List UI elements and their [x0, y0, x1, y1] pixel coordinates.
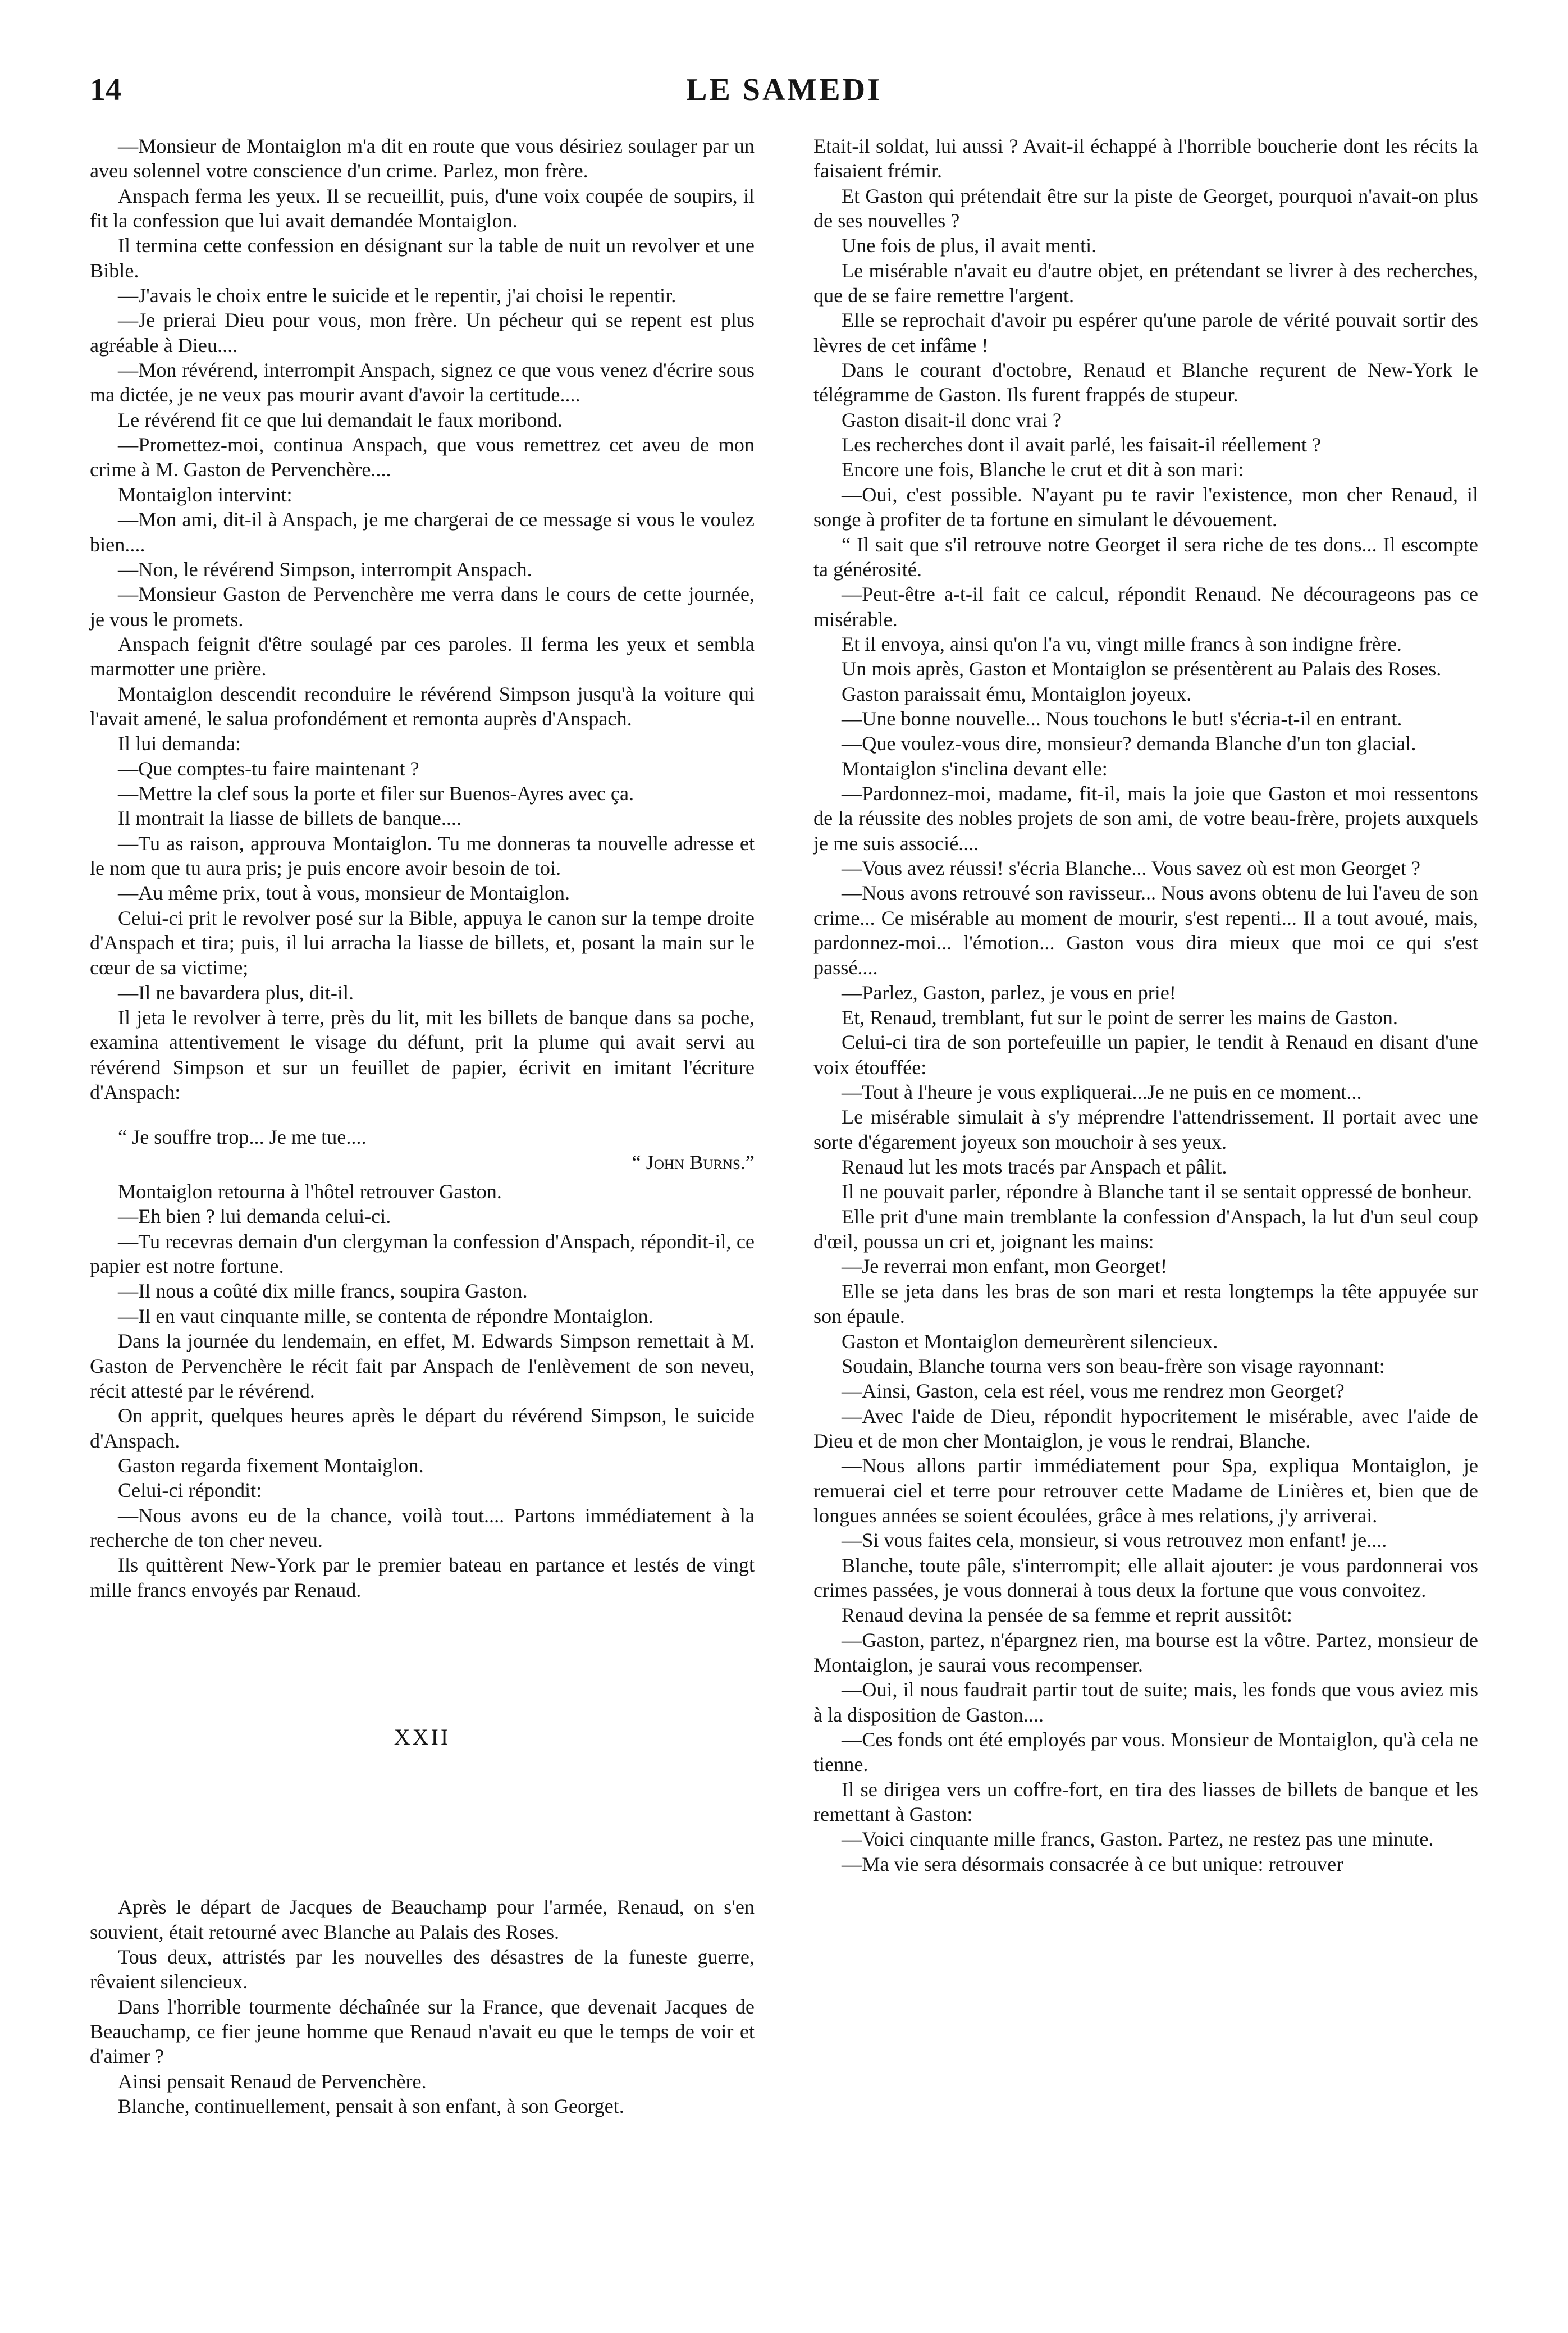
- paragraph: Ainsi pensait Renaud de Pervenchère.: [118, 2070, 427, 2093]
- paragraph: —Promettez-moi, continua Anspach, que vous remettrez cet aveu de mon crime à M. Gaston de Pervenchère....: [90, 433, 755, 481]
- paragraph: Il ne pouvait parler, répondre à Blanche tant il se sentait oppressé de bonheur.: [842, 1180, 1472, 1203]
- paragraph: —J'avais le choix entre le suicide et le repentir, j'ai choisi le repentir.: [118, 284, 676, 307]
- forged-letter-signature: “ John Burns.”: [632, 1150, 755, 1174]
- paragraph: —Ces fonds ont été employés par vous. Monsieur de Montaiglon, qu'à cela ne tienne.: [813, 1728, 1478, 1776]
- paragraph: Montaiglon s'inclina devant elle:: [842, 757, 1108, 780]
- paragraph: —Je reverrai mon enfant, mon Georget!: [842, 1255, 1168, 1278]
- paragraph: —Ma vie sera désormais consacrée à ce but unique: retrouver: [842, 1852, 1343, 1875]
- paragraph: Montaiglon descendit reconduire le révérend Simpson jusqu'à la voiture qui l'avait amené, le salua profondément et remonta auprès d'Anspach.: [90, 682, 755, 730]
- forged-letter: [90, 1125, 755, 1175]
- paragraph: —Eh bien ? lui demanda celui-ci.: [118, 1205, 391, 1228]
- paragraph: —Nous avons eu de la chance, voilà tout.... Partons immédiatement à la recherche de ton cher neveu.: [90, 1504, 755, 1551]
- paragraph: —Oui, c'est possible. N'ayant pu te ravir l'existence, mon cher Renaud, il songe à profiter de ta fortune en simulant le dévouement.: [813, 483, 1478, 531]
- paragraph: Blanche, continuellement, pensait à son enfant, à son Georget.: [118, 2095, 624, 2118]
- paragraph: —Mettre la clef sous la porte et filer sur Buenos-Ayres avec ça.: [118, 782, 634, 805]
- paragraph: Gaston disait-il donc vrai ?: [842, 408, 1062, 431]
- paragraph: Dans la journée du lendemain, en effet, M. Edwards Simpson remettait à M. Gaston de Pervenchère le récit fait par Anspach de l'enlèvement de son neveu, récit attesté par le révérend.: [90, 1330, 755, 1402]
- paragraph: Renaud lut les mots tracés par Anspach et pâlit.: [842, 1156, 1227, 1179]
- paragraph: Renaud devina la pensée de sa femme et reprit aussitôt:: [842, 1604, 1292, 1627]
- paragraph: Le misérable n'avait eu d'autre objet, en prétendant se livrer à des recherches, que de se faire remettre l'argent.: [813, 259, 1478, 307]
- paragraph: Etait-il soldat, lui aussi ? Avait-il échappé à l'horrible boucherie dont les récits la faisaient frémir.: [813, 135, 1478, 182]
- paragraph: —Vous avez réussi! s'écria Blanche... Vous savez où est mon Georget ?: [842, 856, 1420, 879]
- paragraph: “ Il sait que s'il retrouve notre Georget il sera riche de tes dons... Il escompte ta générosité.: [813, 533, 1478, 581]
- paragraph: Celui-ci répondit:: [118, 1479, 262, 1502]
- paragraph: —Gaston, partez, n'épargnez rien, ma bourse est la vôtre. Partez, monsieur de Montaiglon, je saurai vous recompenser.: [813, 1628, 1478, 1676]
- paragraph: —Il en vaut cinquante mille, se contenta de répondre Montaiglon.: [118, 1304, 653, 1327]
- paragraph: Et Gaston qui prétendait être sur la piste de Georget, pourquoi n'avait-on plus de ses nouvelles ?: [813, 184, 1478, 232]
- paragraph: —Si vous faites cela, monsieur, si vous retrouvez mon enfant! je....: [842, 1529, 1387, 1552]
- paragraph: Il jeta le revolver à terre, près du lit, mit les billets de banque dans sa poche, examina attentivement le visage du défunt, prit la plume qui avait servi au révérend Simpson et sur un feuillet de papier, écrivit en imitant l'écriture d'Anspach:: [90, 1006, 755, 1104]
- paragraph: —Parlez, Gaston, parlez, je vous en prie!: [842, 981, 1176, 1004]
- page-header: [90, 72, 1478, 117]
- paragraph: —Voici cinquante mille francs, Gaston. Partez, ne restez pas une minute.: [842, 1828, 1434, 1851]
- paragraph: —Ainsi, Gaston, cela est réel, vous me rendrez mon Georget?: [842, 1380, 1345, 1403]
- paragraph: Gaston regarda fixement Montaiglon.: [118, 1454, 424, 1477]
- left-paragraphs-before-letter: [90, 134, 755, 1104]
- paragraph: Il montrait la liasse de billets de banque....: [118, 807, 462, 830]
- paragraph: Un mois après, Gaston et Montaiglon se présentèrent au Palais des Roses.: [842, 658, 1442, 681]
- paragraph: Dans l'horrible tourmente déchaînée sur la France, que devenait Jacques de Beauchamp, ce fier jeune homme que Renaud n'avait eu que le temps de voir et d'aimer ?: [90, 1995, 755, 2068]
- right-paragraphs: [813, 134, 1478, 1877]
- page-number: 14: [90, 72, 121, 107]
- paragraph: Après le départ de Jacques de Beauchamp pour l'armée, Renaud, on s'en souvient, était retourné avec Blanche au Palais des Roses.: [90, 1896, 755, 1943]
- left-paragraphs-after-letter: [90, 1179, 755, 1602]
- paragraph: Il termina cette confession en désignant sur la table de nuit un revolver et une Bible.: [90, 234, 755, 282]
- paragraph: Gaston paraissait ému, Montaiglon joyeux.: [842, 682, 1192, 705]
- paragraph: Celui-ci tira de son portefeuille un papier, le tendit à Renaud en disant d'une voix étouffée:: [813, 1031, 1478, 1079]
- chapter-paragraphs: [90, 1894, 755, 2119]
- paragraph: —Monsieur Gaston de Pervenchère me verra dans le cours de cette journée, je vous le promets.: [90, 583, 755, 631]
- paragraph: —Peut-être a-t-il fait ce calcul, répondit Renaud. Ne décourageons pas ce misérable.: [813, 583, 1478, 631]
- paragraph: Et il envoya, ainsi qu'on l'a vu, vingt mille francs à son indigne frère.: [842, 632, 1402, 655]
- paragraph: —Une bonne nouvelle... Nous touchons le but! s'écria-t-il en entrant.: [842, 707, 1402, 730]
- paragraph: —Mon révérend, interrompit Anspach, signez ce que vous venez d'écrire sous ma dictée, je ne veux pas mourir avant d'avoir la certitude....: [90, 359, 755, 407]
- paragraph: —Je prierai Dieu pour vous, mon frère. Un pécheur qui se repent est plus agréable à Dieu....: [90, 309, 755, 357]
- paragraph: —Monsieur de Montaiglon m'a dit en route que vous désiriez soulager par un aveu solennel votre conscience d'un crime. Parlez, mon frère.: [90, 135, 755, 182]
- left-column: [90, 134, 755, 2119]
- paragraph: —Il ne bavardera plus, dit-il.: [118, 981, 354, 1004]
- paragraph: Soudain, Blanche tourna vers son beau-frère son visage rayonnant:: [842, 1354, 1385, 1377]
- paragraph: Il se dirigea vers un coffre-fort, en tira des liasses de billets de banque et les remettant à Gaston:: [813, 1778, 1478, 1826]
- paragraph: Le misérable simulait à s'y méprendre l'attendrissement. Il portait avec une sorte d'égarement joyeux son mouchoir à ses yeux.: [813, 1106, 1478, 1153]
- paragraph: —Tu as raison, approuva Montaiglon. Tu me donneras ta nouvelle adresse et le nom que tu aura pris; je puis encore avoir besoin de toi.: [90, 832, 755, 879]
- paragraph: Le révérend fit ce que lui demandait le faux moribond.: [118, 408, 563, 431]
- paragraph: —Nous allons partir immédiatement pour Spa, expliqua Montaiglon, je remuerai ciel et terre pour retrouver cette Madame de Linières et, bien que de longues années se soient écoulées, grâce à mes relations, j'y arriverai.: [813, 1454, 1478, 1527]
- paragraph: Ils quittèrent New-York par le premier bateau en partance et lestés de vingt mille francs envoyés par Renaud.: [90, 1554, 755, 1601]
- paragraph: —Mon ami, dit-il à Anspach, je me chargerai de ce message si vous le voulez bien....: [90, 508, 755, 556]
- paragraph: Elle prit d'une main tremblante la confession d'Anspach, la lut d'un seul coup d'œil, poussa un cri et, joignant les mains:: [813, 1205, 1478, 1253]
- paragraph: —Avec l'aide de Dieu, répondit hypocritement le misérable, avec l'aide de Dieu et de mon cher Montaiglon, je vous le rendrai, Blanche.: [813, 1404, 1478, 1452]
- paragraph: —Nous avons retrouvé son ravisseur... Nous avons obtenu de lui l'aveu de son crime... Ce misérable au moment de mourir, s'est repenti... Il a tout avoué, mais, pardonnez-moi... l'émotion... Gaston vous dira mieux que moi ce qui s'est passé....: [813, 882, 1478, 979]
- paragraph: Dans le courant d'octobre, Renaud et Blanche reçurent de New-York le télégramme de Gaston. Ils furent frappés de stupeur.: [813, 359, 1478, 407]
- chapter-heading: XXII: [394, 1724, 451, 1750]
- paragraph: —Que comptes-tu faire maintenant ?: [118, 757, 419, 780]
- right-column: [813, 134, 1478, 1877]
- paragraph: Les recherches dont il avait parlé, les faisait-il réellement ?: [842, 433, 1322, 456]
- paragraph: Gaston et Montaiglon demeurèrent silencieux.: [842, 1330, 1218, 1353]
- paragraph: Il lui demanda:: [118, 732, 241, 755]
- paragraph: Anspach feignit d'être soulagé par ces paroles. Il ferma les yeux et sembla marmotter une prière.: [90, 632, 755, 681]
- paragraph: —Tout à l'heure je vous expliquerai...Je ne puis en ce moment...: [842, 1081, 1362, 1104]
- paragraph: Montaiglon retourna à l'hôtel retrouver Gaston.: [118, 1180, 502, 1203]
- running-title: LE SAMEDI: [686, 72, 882, 107]
- paragraph: —Il nous a coûté dix mille francs, soupira Gaston.: [118, 1280, 528, 1303]
- forged-letter-text: “ Je souffre trop... Je me tue....: [118, 1126, 367, 1149]
- paragraph: —Non, le révérend Simpson, interrompit Anspach.: [118, 558, 532, 581]
- paragraph: Elle se jeta dans les bras de son mari et resta longtemps la tête appuyée sur son épaule.: [813, 1280, 1478, 1328]
- paragraph: Et, Renaud, tremblant, fut sur le point de serrer les mains de Gaston.: [842, 1006, 1398, 1029]
- paragraph: Tous deux, attristés par les nouvelles des désastres de la funeste guerre, rêvaient silencieux.: [90, 1945, 755, 1993]
- paragraph: Celui-ci prit le revolver posé sur la Bible, appuya le canon sur la tempe droite d'Anspach et tira; puis, il lui arracha la liasse de billets, et, posant la main sur le cœur de sa victime;: [90, 906, 755, 979]
- paragraph: On apprit, quelques heures après le départ du révérend Simpson, le suicide d'Anspach.: [90, 1404, 755, 1452]
- paragraph: —Que voulez-vous dire, monsieur? demanda Blanche d'un ton glacial.: [842, 732, 1416, 755]
- paragraph: Blanche, toute pâle, s'interrompit; elle allait ajouter: je vous pardonnerai vos crimes passées, je vous donnerai à tous deux la fortune que vous convoitez.: [813, 1554, 1478, 1601]
- paragraph: Anspach ferma les yeux. Il se recueillit, puis, d'une voix coupée de soupirs, il fit la confession que lui avait demandée Montaiglon.: [90, 184, 755, 232]
- paragraph: Une fois de plus, il avait menti.: [842, 234, 1097, 257]
- paragraph: Encore une fois, Blanche le crut et dit à son mari:: [842, 458, 1244, 481]
- paragraph: —Tu recevras demain d'un clergyman la confession d'Anspach, répondit-il, ce papier est notre fortune.: [90, 1230, 755, 1278]
- paragraph: —Pardonnez-moi, madame, fit-il, mais la joie que Gaston et moi ressentons de la réussite des nobles projets de son ami, de votre beau-frère, projets auxquels je me suis associé....: [813, 782, 1478, 855]
- paragraph: —Oui, il nous faudrait partir tout de suite; mais, les fonds que vous aviez mis à la disposition de Gaston....: [813, 1678, 1478, 1726]
- paragraph: Elle se reprochait d'avoir pu espérer qu'une parole de vérité pouvait sortir des lèvres de cet infâme !: [813, 309, 1478, 357]
- paragraph: Montaiglon intervint:: [118, 483, 292, 506]
- paragraph: —Au même prix, tout à vous, monsieur de Montaiglon.: [118, 882, 570, 905]
